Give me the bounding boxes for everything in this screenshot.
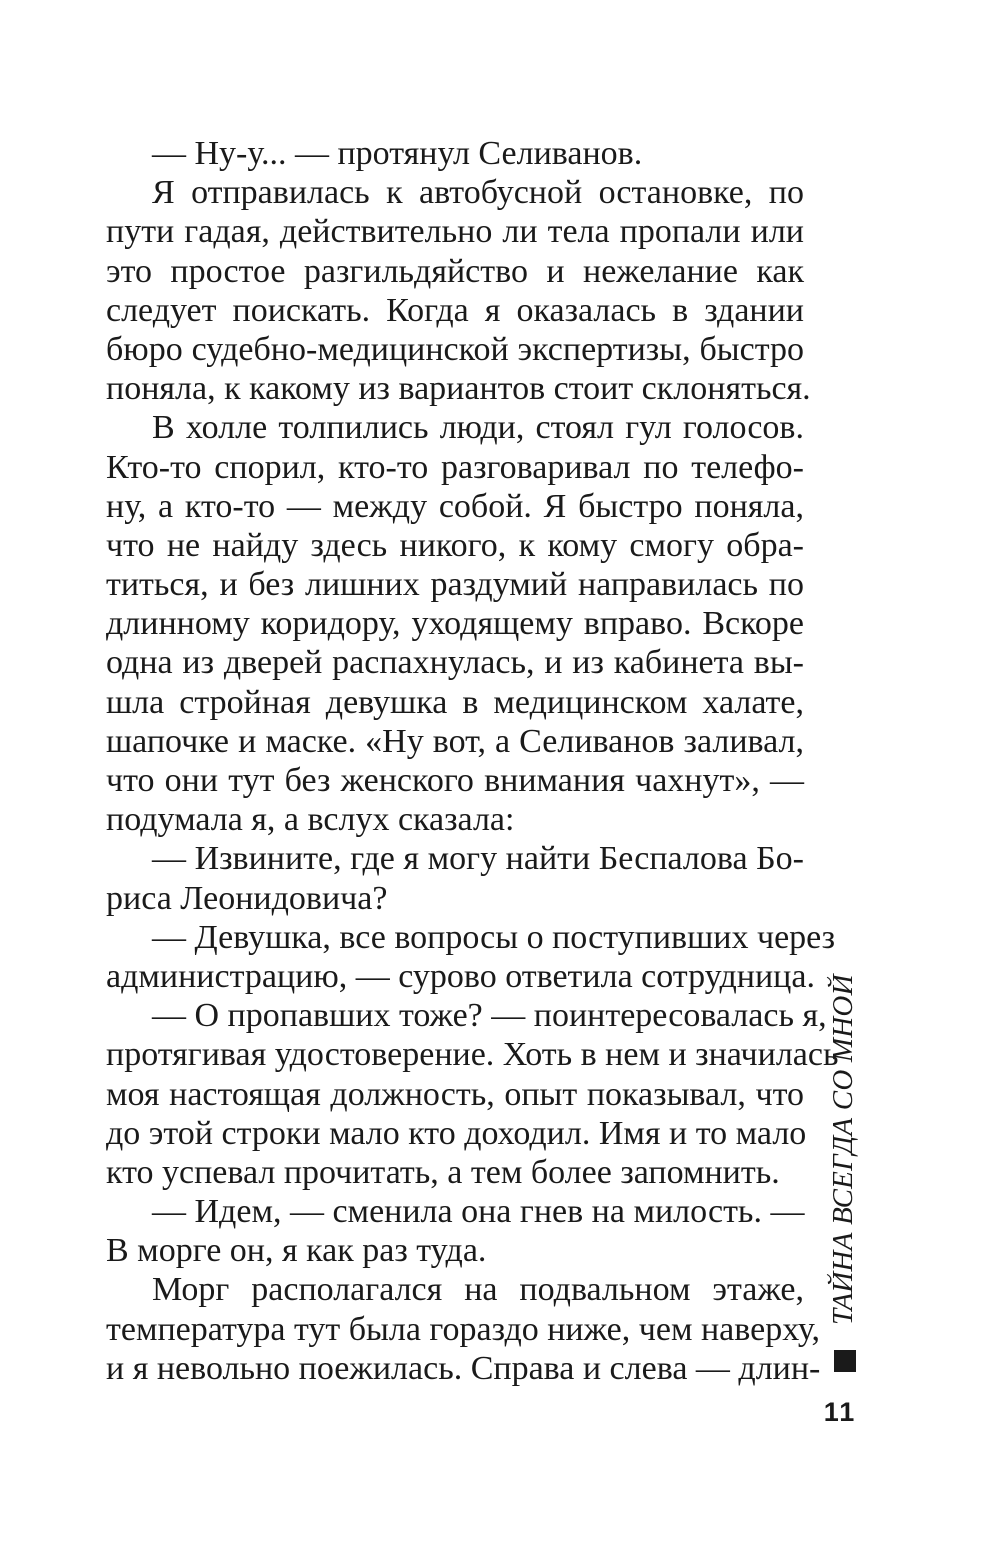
- text-line-27: кто успевал прочитать, а тем более запомнить.: [106, 1153, 780, 1191]
- text-line-26: до этой строки мало кто доходил. Имя и то мало: [106, 1114, 807, 1152]
- text-line-4: это простое разгильдяйство и нежелание как: [106, 252, 804, 290]
- text-line-31: температура тут была гораздо ниже, чем наверху,: [106, 1310, 820, 1348]
- text-line-6: бюро судебно-медицинской экспертизы, быстро: [106, 330, 804, 368]
- square-marker-icon: [834, 1350, 856, 1372]
- text-line-29: В морге он, я как раз туда.: [106, 1232, 487, 1270]
- text-line-3: пути гадая, действительно ли тела пропали или: [106, 213, 804, 251]
- text-line-19: — Извините, где я могу найти Беспалова Бо-: [152, 840, 804, 878]
- running-title: ТАЙНА ВСЕГДА СО МНОЙ: [827, 974, 859, 1325]
- text-line-22: администрацию, — сурово ответила сотрудница.: [106, 957, 815, 995]
- body-text: [106, 134, 839, 1388]
- text-line-32: и я невольно поежилась. Справа и слева — длин-: [106, 1349, 821, 1387]
- text-line-5: следует поискать. Когда я оказалась в здании: [106, 291, 804, 329]
- text-line-28: — Идем, — сменила она гнев на милость. —: [152, 1193, 805, 1231]
- text-line-18: подумала я, а вслух сказала:: [106, 801, 515, 839]
- text-line-11: что не найду здесь никого, к кому смогу обра-: [106, 526, 804, 564]
- text-line-23: — О пропавших тоже? — поинтересовалась я,: [152, 997, 827, 1035]
- page-number: 11: [823, 1397, 857, 1427]
- text-line-17: что они тут без женского внимания чахнут», —: [106, 762, 804, 799]
- text-line-16: шапочке и маске. «Ну вот, а Селиванов заливал,: [106, 722, 804, 760]
- text-line-7: поняла, к какому из вариантов стоит склоняться.: [106, 370, 811, 408]
- text-line-10: ну, а кто-то — между собой. Я быстро поняла,: [106, 487, 804, 525]
- text-line-14: одна из дверей распахнулась, и из кабинета вы-: [106, 644, 804, 682]
- text-line-2: Я отправилась к автобусной остановке, по: [152, 174, 804, 212]
- text-line-21: — Девушка, все вопросы о поступивших через: [152, 918, 836, 956]
- text-line-8: В холле толпились люди, стоял гул голосов.: [152, 409, 804, 447]
- text-line-20: риса Леонидовича?: [106, 879, 388, 917]
- text-line-25: моя настоящая должность, опыт показывал, что: [106, 1075, 804, 1113]
- text-line-13: длинному коридору, уходящему вправо. Вскоре: [106, 605, 804, 643]
- text-line-1: — Ну-у... — протянул Селиванов.: [152, 135, 643, 172]
- text-line-9: Кто-то спорил, кто-то разговаривал по телефо-: [106, 448, 804, 486]
- text-line-30: Морг располагался на подвальном этаже,: [152, 1271, 804, 1309]
- text-line-15: шла стройная девушка в медицинском халате,: [106, 683, 804, 721]
- text-line-12: титься, и без лишних раздумий направилась по: [106, 566, 804, 604]
- text-line-24: протягивая удостоверение. Хоть в нем и значилась: [106, 1036, 839, 1074]
